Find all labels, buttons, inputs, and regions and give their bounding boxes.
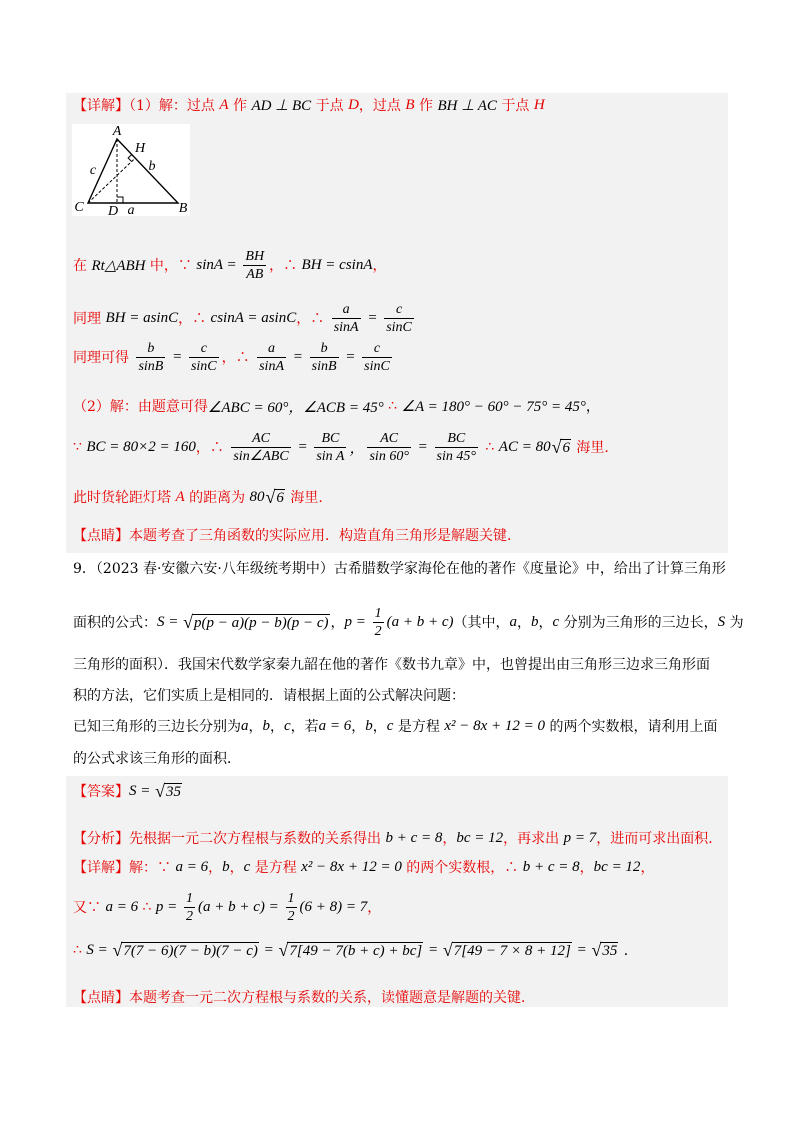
text-run: 【详解】（1）解：过点 [73, 98, 220, 114]
radical-sign-icon: √ [265, 487, 276, 507]
text-run: 在 [73, 258, 92, 274]
math-expression: = [293, 438, 312, 455]
math-expression: AC = 80 [498, 438, 551, 455]
math-expression: b [222, 858, 230, 875]
math-expression: (6 + 8) = 7 [299, 898, 368, 915]
math-expression: = [363, 309, 382, 326]
math-expression: = [289, 348, 307, 365]
text-run: 【答案】 [73, 784, 129, 800]
side-a-label: a [127, 203, 135, 216]
lighthouse-distance-line [73, 479, 323, 515]
text-run: ，过点 [358, 98, 406, 114]
radical-sign-icon: √ [551, 437, 562, 457]
fraction [362, 341, 392, 374]
text-run: 于点 [311, 98, 349, 114]
question-9-line-6 [73, 740, 241, 776]
square-root [591, 940, 618, 960]
triangle-outline [88, 139, 178, 203]
text-run: ， [538, 615, 553, 631]
fraction [367, 431, 410, 464]
math-expression: ∠A = 180° − 60° − 75° = 45° [401, 398, 586, 415]
fraction-denominator: 2 [374, 623, 382, 639]
text-run: ∵ [73, 439, 87, 455]
fraction-denominator: sin 60° [369, 448, 409, 464]
radical-sign-icon: √ [278, 940, 289, 960]
text-run: ∴ [383, 398, 402, 414]
math-symbol: A [219, 96, 229, 113]
math-expression: csinA = asinC [210, 309, 297, 326]
text-run: 作 [414, 98, 438, 114]
text-run: 海里. [285, 490, 323, 506]
text-run: 【详解】解：∵ [73, 860, 176, 876]
math-expression: Rt△ABH [91, 257, 146, 274]
fraction-numerator: BC [314, 431, 346, 448]
radicand: 7[49 − 7(b + c) + bc] [289, 943, 423, 959]
text-run: ，再求出 [503, 831, 564, 847]
right-angle-mark-d [117, 197, 123, 203]
text-run: ， [442, 831, 457, 847]
text-run: ∴ [480, 439, 499, 455]
fraction-denominator: 2 [287, 908, 295, 924]
math-expression: x² − 8x + 12 = 0 [444, 717, 546, 734]
text-run: 海里. [571, 440, 609, 456]
square-root [279, 940, 424, 960]
fraction-denominator: sinC [364, 358, 390, 374]
radicand: 35 [602, 943, 618, 959]
fraction-numerator: c [189, 341, 219, 358]
text-run: ，∴ [221, 350, 255, 366]
square-root [183, 612, 329, 632]
text-run: ∴ [138, 899, 156, 915]
fraction-numerator: BH [245, 248, 265, 264]
radicand: 6 [276, 490, 284, 506]
fraction-numerator: c [384, 302, 414, 319]
triangle-diagram [72, 124, 190, 216]
fraction [373, 606, 384, 639]
math-expression: b + c = 8 [522, 858, 580, 875]
fraction-denominator: sinB [311, 358, 337, 374]
fraction [257, 341, 286, 374]
math-expression: = [424, 941, 442, 958]
text-run: ， [351, 719, 366, 735]
math-expression: S = [157, 613, 183, 630]
text-run: 积的方法，它们实质上是相同的．请根据上面的公式解决问题： [73, 688, 465, 704]
radicand: 6 [562, 440, 570, 456]
text-run: 是方程 [393, 719, 445, 735]
square-root [266, 487, 285, 507]
fraction-numerator: AC [231, 431, 290, 448]
radicand: p(p − a)(p − b)(p − c) [194, 615, 329, 631]
math-expression: BH = csinA [301, 256, 373, 273]
math-expression: = [341, 348, 360, 365]
vertex-h-label: H [134, 141, 146, 156]
text-run: 9．（2023 春·安徽六安·八年级统考期中）古希腊数学家海伦在他的著作《度量论》中，给出了计算三角形 [73, 561, 726, 577]
math-expression: S = [86, 941, 112, 958]
fraction [435, 431, 478, 464]
vertex-c-label: C [74, 200, 84, 215]
text-run: ， [229, 860, 244, 876]
vertex-b-label: B [178, 201, 188, 216]
math-expression: = [259, 941, 278, 958]
text-run: ，∴ [195, 440, 229, 456]
math-expression: BH ⊥ AC [437, 97, 497, 114]
text-run: ， [208, 860, 223, 876]
text-run: （其中， [453, 615, 510, 631]
text-run: 同理可得 [73, 350, 134, 366]
math-expression: p = [344, 613, 370, 630]
math-expression: p = [155, 898, 182, 915]
fraction-numerator: b [136, 341, 165, 358]
fraction-denominator: sinB [138, 358, 164, 374]
fraction [332, 302, 361, 335]
fraction-denominator: sinC [386, 319, 412, 335]
text-run: （2）解：由题意可得 [73, 399, 208, 415]
fraction-numerator: b [310, 341, 339, 358]
math-expression: S = [129, 782, 155, 799]
fraction-numerator: 1 [287, 890, 295, 906]
text-run: ，∴ [296, 311, 329, 327]
text-run: 【分析】先根据一元二次方程根与系数的关系得出 [73, 831, 386, 847]
fraction [384, 302, 414, 335]
fraction [136, 341, 165, 374]
fraction-numerator: BC [435, 431, 478, 448]
text-run: 三角形的面积）．我国宋代数学家秦九韶在他的著作《数书九章》中，也曾提出由三角形三边求三角形面 [73, 657, 710, 673]
math-expression: c [386, 717, 394, 734]
vertex-d-label: D [107, 204, 119, 216]
text-run: 中，∵ [145, 258, 197, 274]
math-expression: c [552, 613, 560, 630]
math-expression: x² − 8x + 12 = 0 [301, 858, 402, 875]
math-expression: bc = 12 [593, 858, 641, 875]
text-run: 的两个实数根，请利用上面 [545, 719, 718, 735]
text-run: ， [585, 399, 600, 415]
fraction-denominator: sinA [333, 319, 359, 335]
text-run: ，∴ [269, 258, 302, 274]
law-of-sines-conclusion-line [73, 339, 395, 375]
fraction-denominator: sinA [259, 358, 284, 374]
math-expression: bc = 12 [456, 829, 504, 846]
vertex-a-label: A [112, 124, 122, 139]
fraction-numerator: 1 [186, 890, 194, 906]
math-expression: ∠ABC = 60°，∠ACB = 45° [207, 399, 384, 416]
radicand: 35 [166, 784, 182, 800]
text-run: 面积的公式： [73, 615, 157, 631]
radical-sign-icon: √ [112, 940, 123, 960]
part-2-angles-line [73, 388, 600, 424]
text-run: 分别为三角形的三边长， [559, 615, 718, 631]
question-9-formula-line [73, 604, 744, 640]
fraction [184, 891, 195, 924]
fraction-denominator: sinC [190, 358, 217, 374]
right-triangle-abh-step [73, 247, 387, 283]
answer-key-point-line [73, 979, 535, 1015]
square-root [443, 940, 572, 960]
math-expression: p = 7 [563, 829, 597, 846]
text-run: 是方程 [250, 860, 302, 876]
part-2-ac-computation-line [73, 429, 609, 465]
text-run: 为 [725, 615, 744, 631]
text-run: ， [579, 860, 594, 876]
triangle-figure [72, 124, 190, 216]
text-run: ， [372, 258, 387, 274]
math-symbol: H [533, 96, 545, 113]
side-b-label: b [148, 159, 156, 174]
math-expression: ， [349, 440, 365, 457]
math-expression: c [284, 717, 291, 734]
answer-detail-line-2 [73, 889, 381, 925]
text-run: ，∴ [178, 311, 211, 327]
text-run: 已知三角形的三边长分别为 [73, 719, 241, 735]
math-expression: BC = 80×2 = 160 [86, 438, 196, 455]
math-expression: a = 6 [105, 898, 139, 915]
text-run: ， [330, 615, 345, 631]
radical-sign-icon: √ [442, 940, 453, 960]
answer-detail-line-1 [73, 849, 654, 885]
radicand: 7[49 − 7 × 8 + 12] [453, 943, 571, 959]
math-expression: a = 6 [318, 717, 352, 734]
square-root [552, 437, 571, 457]
math-expression: a [241, 717, 249, 734]
text-run: 的距离为 [184, 490, 250, 506]
text-run: ， [372, 719, 387, 735]
math-expression: b [262, 717, 270, 734]
math-expression: S [717, 613, 726, 630]
fraction-numerator: c [362, 341, 392, 358]
math-expression: b + c = 8 [385, 829, 443, 846]
math-expression: b [531, 613, 539, 630]
fraction [314, 431, 346, 464]
text-run: 又∵ [73, 900, 106, 916]
radical-sign-icon: √ [155, 781, 166, 801]
fraction [286, 891, 297, 924]
text-run: 于点 [496, 98, 534, 114]
square-root [155, 781, 182, 801]
radical-sign-icon: √ [591, 940, 602, 960]
math-expression: c [243, 858, 251, 875]
text-run: ， [517, 615, 532, 631]
text-run: 【点睛】本题考查一元二次方程根与系数的关系，读懂题意是解题的关键． [73, 990, 535, 1006]
fraction [243, 249, 266, 282]
fraction-denominator: AB [246, 266, 264, 282]
fraction-denominator: sin∠ABC [233, 448, 289, 464]
math-expression: AD ⊥ BC [251, 97, 312, 114]
detail-intro-line [73, 87, 545, 123]
square-root [112, 940, 258, 960]
math-expression: 80 [249, 488, 265, 505]
math-expression: a = 6 [175, 858, 209, 875]
radicand: 7(7 − 6)(7 − b)(7 − c) [123, 943, 258, 959]
math-symbol: D [348, 96, 359, 113]
text-run: ， [248, 719, 263, 735]
text-run: ∴ [73, 942, 87, 958]
math-expression: BH = asinC [105, 309, 179, 326]
fraction [310, 341, 339, 374]
math-expression: = [413, 438, 432, 455]
fraction-numerator: a [332, 302, 361, 319]
text-run: ，若 [290, 719, 319, 735]
fraction-numerator: AC [367, 431, 410, 448]
text-run: ， [270, 719, 284, 735]
answer-line [73, 773, 183, 809]
side-c-label: c [89, 163, 97, 178]
text-run: ， [367, 900, 382, 916]
question-9-given-line [73, 708, 718, 744]
text-run: 同理 [73, 311, 106, 327]
math-expression: b [365, 717, 373, 734]
fraction-denominator: sin A [316, 448, 345, 464]
math-expression: (a + b + c) = [198, 898, 283, 915]
fraction-numerator: 1 [374, 605, 382, 621]
answer-detail-line-3 [73, 932, 638, 968]
question-9-line-1 [73, 550, 726, 586]
fraction [231, 431, 290, 464]
math-expression: a [509, 613, 518, 630]
right-angle-mark-h [128, 155, 132, 162]
similar-step-line [73, 300, 417, 336]
math-expression: sinA = [196, 256, 241, 273]
radical-sign-icon: √ [183, 612, 194, 632]
text-run: ． [619, 943, 638, 959]
fraction-numerator: a [257, 341, 286, 358]
math-expression: (a + b + c) [386, 613, 454, 630]
text-run: 作 [228, 98, 252, 114]
text-run: 【点睛】本题考查了三角函数的实际应用．构造直角三角形是解题关键． [73, 528, 521, 544]
math-symbol: A [175, 488, 185, 505]
fraction-denominator: 2 [186, 908, 194, 924]
fraction-denominator: sin 45° [436, 448, 476, 464]
math-expression: = [168, 348, 186, 365]
math-expression: = [572, 941, 591, 958]
text-run: ， [640, 860, 655, 876]
math-symbol: B [405, 96, 415, 113]
fraction [189, 341, 219, 374]
text-run: 的两个实数根，∴ [401, 860, 523, 876]
text-run: 的公式求该三角形的面积． [73, 751, 241, 767]
text-run: ，进而可求出面积． [596, 831, 723, 847]
key-point-line [73, 517, 521, 553]
text-run: 此时货轮距灯塔 [73, 490, 176, 506]
